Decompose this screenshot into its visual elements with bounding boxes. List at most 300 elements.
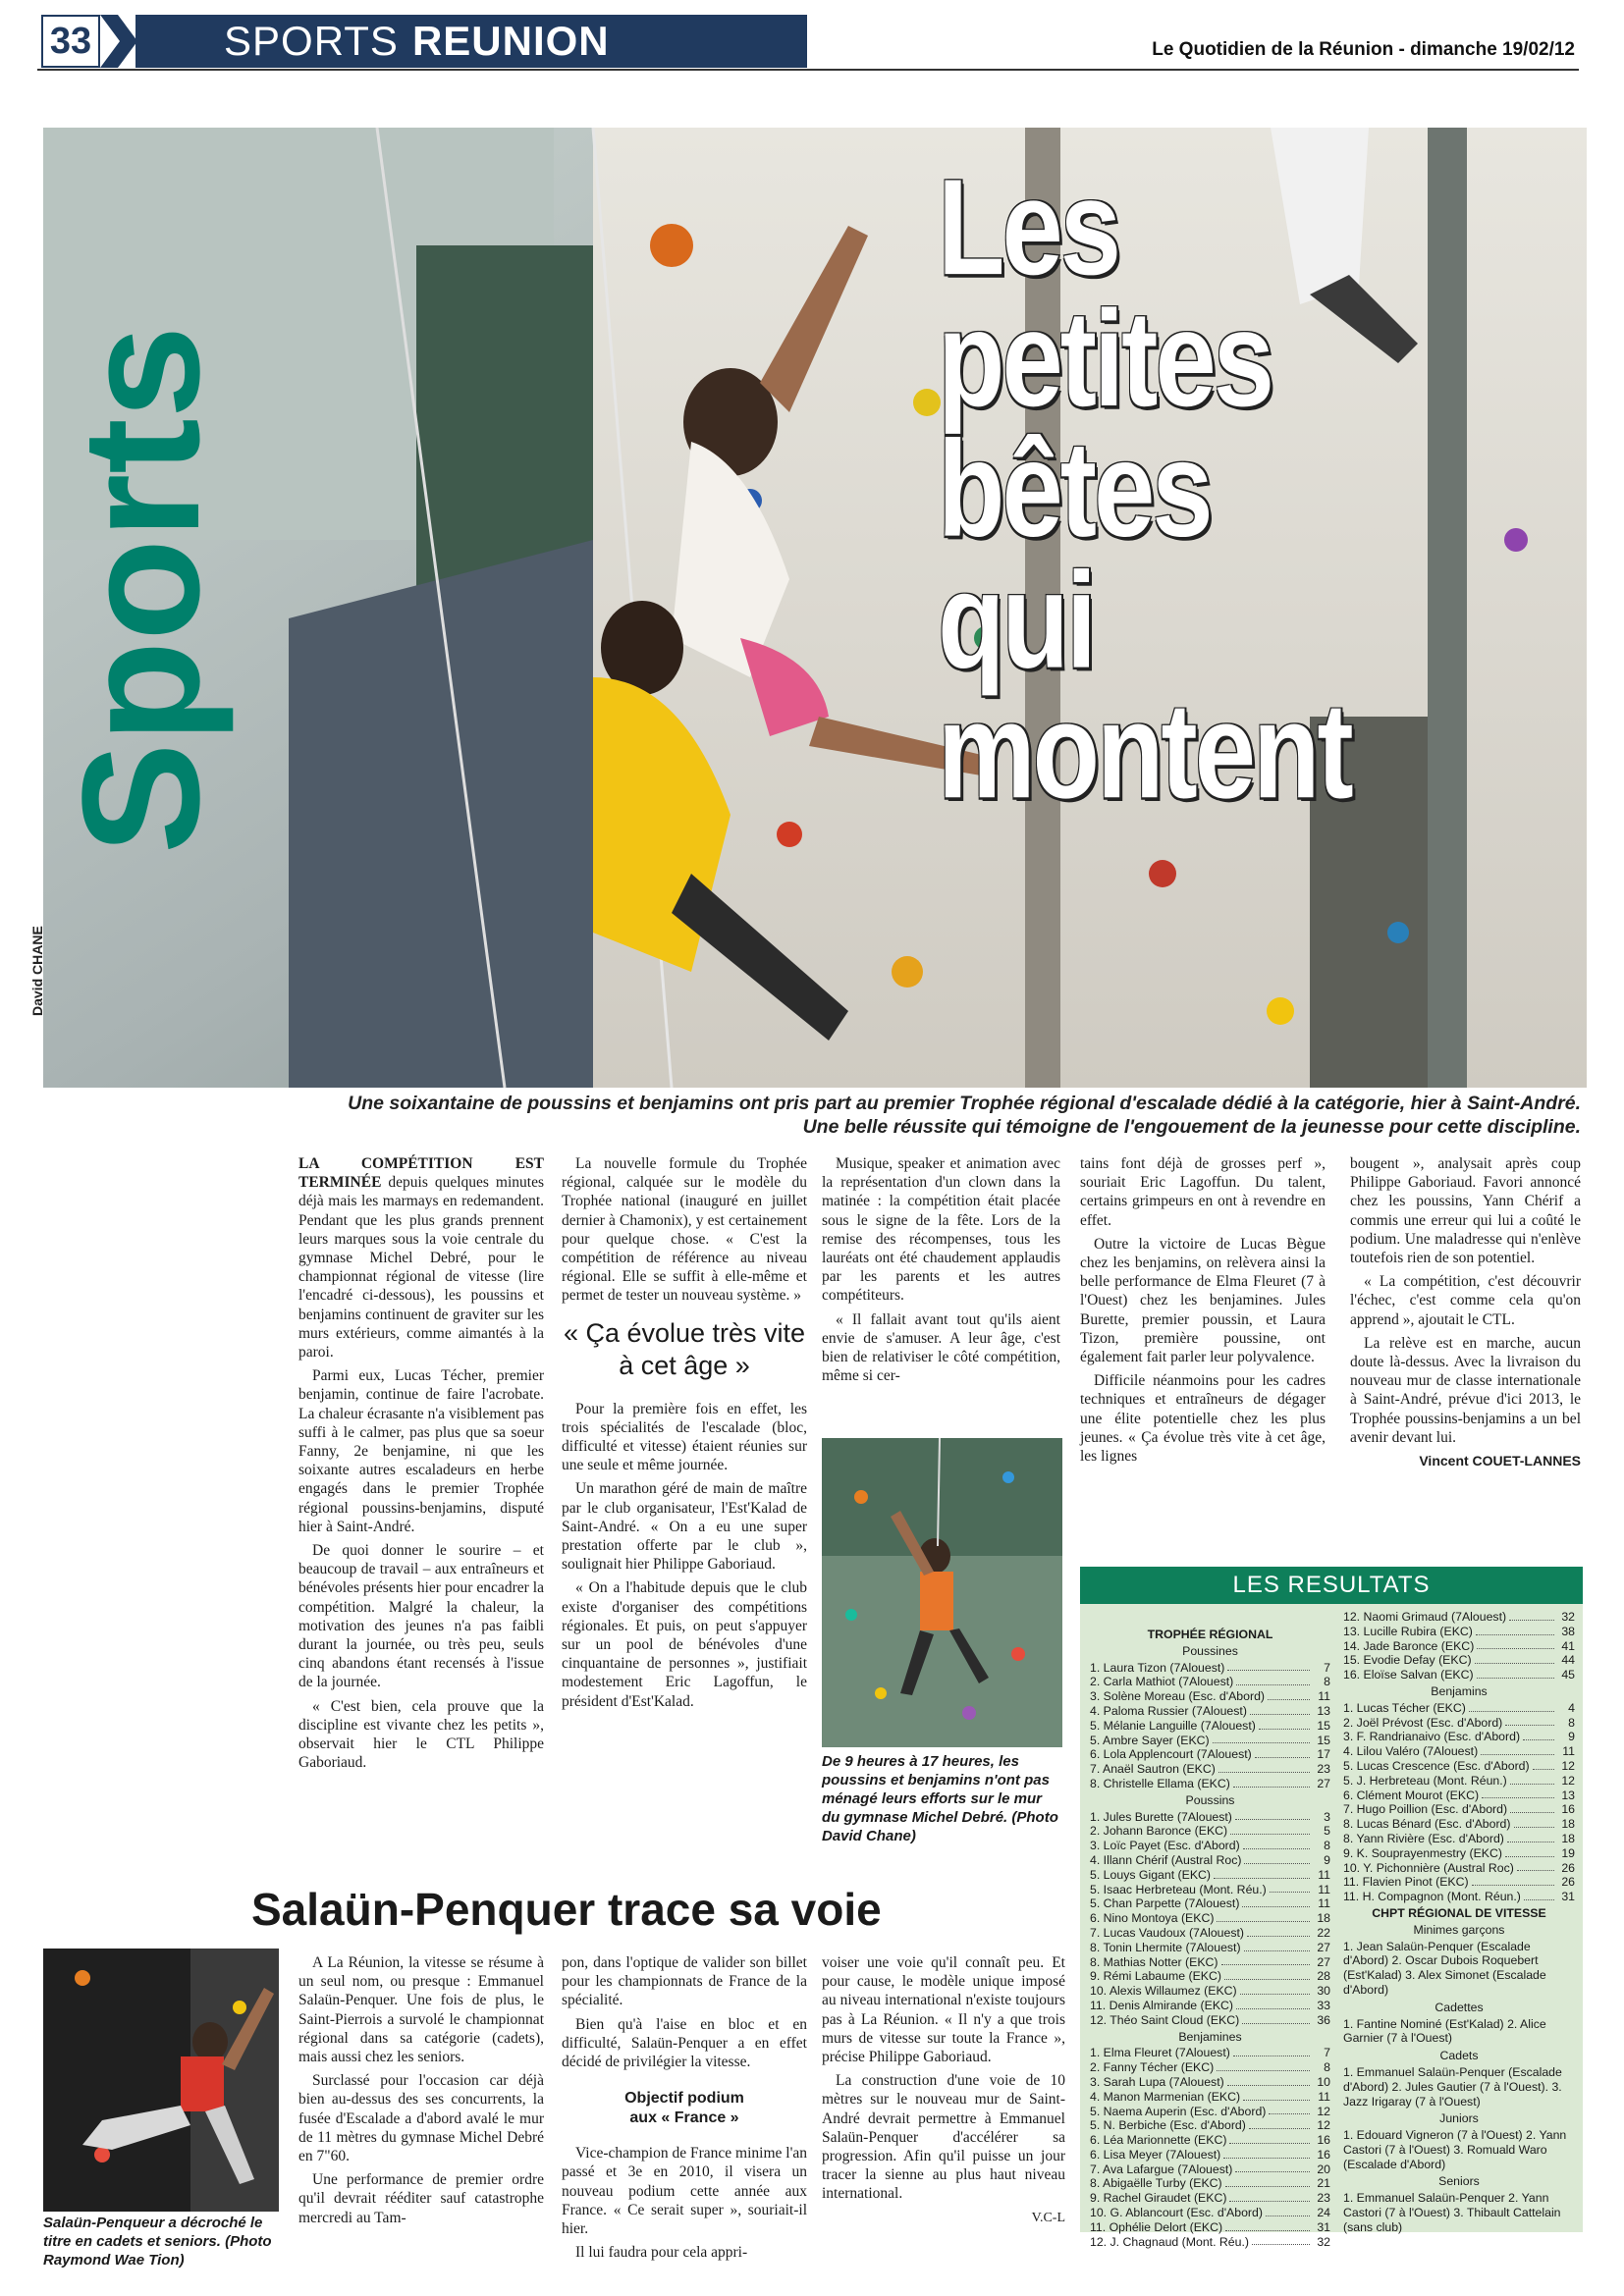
leader-dots bbox=[1243, 1839, 1310, 1849]
leader-dots bbox=[1214, 1868, 1310, 1879]
result-name: 7. Ava Lafargue (7Alouest) bbox=[1090, 2162, 1233, 2176]
headline-line: Les bbox=[938, 150, 1118, 303]
result-score: 19 bbox=[1561, 1845, 1575, 1860]
result-row bbox=[1090, 1675, 1330, 1689]
article-column-5 bbox=[1350, 1154, 1581, 1470]
result-score: 16 bbox=[1317, 2133, 1330, 2148]
result-row bbox=[1090, 1969, 1330, 1984]
result-row bbox=[1343, 1639, 1575, 1654]
category-title: Benjamines bbox=[1178, 2029, 1242, 2044]
category-title: Cadets bbox=[1439, 2049, 1479, 2063]
result-score: 11 bbox=[1562, 1744, 1575, 1759]
leader-dots bbox=[1505, 1846, 1554, 1857]
leader-dots bbox=[1243, 2090, 1310, 2101]
paragraph: voiser une voie qu'il connaît peu. Et pour cause, le modèle unique imposé au niveau international n'existe toujours pas à La Réunion. « Il n'y a que trois murs de vitesse sur toute la France », précise Philippe Gaboriaud. bbox=[822, 1954, 1065, 2066]
result-row bbox=[1090, 1911, 1330, 1926]
result-score: 31 bbox=[1561, 1890, 1575, 1904]
result-score: 44 bbox=[1561, 1653, 1575, 1668]
leader-dots bbox=[1236, 1675, 1310, 1685]
result-score: 10 bbox=[1317, 2074, 1330, 2089]
result-row bbox=[1090, 2176, 1330, 2191]
paragraph: A La Réunion, la vitesse se résume à un seul nom, ou presque : Emmanuel Salaün-Penquer. Une fois de plus, le Saint-Pierrois a survolé le championnat régional dans sa catégorie (cadets), mais aussi chez les seniors. bbox=[298, 1954, 544, 2066]
paragraph: Bien qu'à l'aise en bloc et en difficulté, Salaün-Penquer a en effet décidé de privilégier la vitesse. bbox=[562, 2015, 807, 2071]
result-name: 5. Lucas Crescence (Esc. d'Abord) bbox=[1343, 1758, 1530, 1773]
leader-dots bbox=[1475, 1653, 1554, 1664]
leader-dots bbox=[1227, 2075, 1310, 2086]
leader-dots bbox=[1242, 1896, 1310, 1907]
result-score: 21 bbox=[1317, 2176, 1330, 2191]
result-name: 6. Clément Mourot (EKC) bbox=[1343, 1788, 1480, 1802]
result-name: 15. Evodie Defay (EKC) bbox=[1343, 1653, 1472, 1668]
result-name: 7. Hugo Poillion (Esc. d'Abord) bbox=[1343, 1802, 1508, 1817]
result-row bbox=[1090, 1824, 1330, 1839]
result-name: 4. Paloma Russier (7Alouest) bbox=[1090, 1703, 1247, 1718]
result-name: 3. Solène Moreau (Esc. d'Abord) bbox=[1090, 1689, 1266, 1704]
paragraph: Surclassé pour l'occasion car déjà bien au-dessus des ses concurrents, la fusée d'Escalade a d'abord avalé le mur de 11 mètres du gymnase Michel Debré en 7"60. bbox=[298, 2072, 544, 2165]
result-name: 16. Eloïse Salvan (EKC) bbox=[1343, 1668, 1474, 1682]
result-name: 4. Lilou Valéro (7Alouest) bbox=[1343, 1744, 1479, 1759]
sports-vertical-title bbox=[48, 128, 235, 874]
result-score: 32 bbox=[1317, 2234, 1330, 2249]
article2-column-2 bbox=[562, 1953, 807, 2267]
result-score: 23 bbox=[1317, 2191, 1330, 2206]
result-name: 5. N. Berbiche (Esc. d'Abord) bbox=[1090, 2118, 1246, 2133]
result-name: 5. Ambre Sayer (EKC) bbox=[1090, 1733, 1210, 1747]
leader-dots bbox=[1250, 1704, 1310, 1715]
leader-dots bbox=[1255, 1747, 1310, 1758]
headline-line: petites bbox=[938, 282, 1272, 435]
section-banner bbox=[135, 15, 807, 68]
paragraph: La construction d'une voie de 10 mètres sur le nouveau mur de Saint-André devrait permettre à Emmanuel Salaün-Penquer d'accélérer sa progression. Afin qu'il puisse un jour tracer la sienne au plus haut niveau international. bbox=[822, 2072, 1065, 2203]
leader-dots bbox=[1524, 1890, 1554, 1900]
results-heading: CHPT RÉGIONAL DE VITESSE bbox=[1372, 1905, 1546, 1920]
leader-dots bbox=[1217, 1911, 1310, 1922]
result-text: 1. Fantine Nominé (Est'Kalad) 2. Alice Garnier (7 à l'Ouest) bbox=[1343, 2016, 1546, 2046]
result-name: 3. Loïc Payet (Esc. d'Abord) bbox=[1090, 1839, 1240, 1853]
section-light: SPORTS bbox=[224, 18, 399, 64]
leader-dots bbox=[1509, 1610, 1554, 1621]
article2-title: Salaün-Penquer trace sa voie bbox=[251, 1884, 882, 1935]
leader-dots bbox=[1477, 1668, 1554, 1679]
leader-dots bbox=[1225, 2220, 1310, 2231]
paragraph: La relève est en marche, aucun doute là-dessus. Avec la livraison du nouveau mur de classe internationale à Saint-André, prévue d'ici 2013, le Trophée poussins-benjamins a un bel avenir devant lui. bbox=[1350, 1334, 1581, 1446]
leader-dots bbox=[1269, 2105, 1310, 2115]
subhead-line: aux « France » bbox=[629, 2109, 739, 2127]
leader-dots bbox=[1482, 1789, 1554, 1799]
result-score: 4 bbox=[1568, 1700, 1575, 1715]
result-row bbox=[1090, 2148, 1330, 2163]
result-name: 9. K. Souprayenmestry (EKC) bbox=[1343, 1845, 1502, 1860]
result-score: 20 bbox=[1317, 2162, 1330, 2176]
leader-dots bbox=[1225, 2176, 1310, 2187]
result-row bbox=[1343, 1610, 1575, 1625]
result-score: 22 bbox=[1317, 1925, 1330, 1940]
result-row bbox=[1343, 1846, 1575, 1861]
result-name: 2. Joël Prévost (Esc. d'Abord) bbox=[1343, 1715, 1503, 1730]
result-score: 27 bbox=[1317, 1776, 1330, 1790]
result-score: 15 bbox=[1317, 1718, 1330, 1733]
result-score: 12 bbox=[1317, 2104, 1330, 2118]
result-row bbox=[1090, 1926, 1330, 1941]
result-name: 1. Jules Burette (7Alouest) bbox=[1090, 1809, 1232, 1824]
article-column-2 bbox=[562, 1154, 807, 1716]
category-title: Poussins bbox=[1185, 1792, 1235, 1807]
leader-dots bbox=[1213, 1734, 1310, 1744]
result-row bbox=[1343, 1730, 1575, 1744]
result-score: 15 bbox=[1317, 1733, 1330, 1747]
result-row bbox=[1090, 1941, 1330, 1955]
article-column-4 bbox=[1080, 1154, 1326, 1470]
result-name: 11. H. Compagnon (Mont. Réun.) bbox=[1343, 1890, 1521, 1904]
result-score: 11 bbox=[1318, 1896, 1330, 1911]
category-title: Juniors bbox=[1439, 2111, 1479, 2126]
result-name: 13. Lucille Rubira (EKC) bbox=[1343, 1624, 1473, 1638]
result-name: 8. Abigaëlle Turby (EKC) bbox=[1090, 2176, 1222, 2191]
result-score: 3 bbox=[1324, 1809, 1330, 1824]
category-title: Cadettes bbox=[1435, 2000, 1484, 2014]
headline-line: bêtes bbox=[938, 412, 1211, 565]
headline-line: montent bbox=[938, 674, 1351, 828]
paragraph: bougent », analysait après coup Philippe Gaboriaud. Favori annoncé chez les poussins, Yann Chérif a commis une erreur qui lui a coûté le podium. Une maladresse qui n'enlève toutefois rien de son potentiel. bbox=[1350, 1155, 1581, 1267]
leader-dots bbox=[1252, 2235, 1310, 2246]
result-row bbox=[1343, 1625, 1575, 1639]
result-name: 9. Rémi Labaume (EKC) bbox=[1090, 1969, 1221, 1984]
result-row bbox=[1090, 2191, 1330, 2206]
leader-dots bbox=[1218, 1762, 1310, 1773]
result-score: 27 bbox=[1317, 1954, 1330, 1969]
result-score: 11 bbox=[1318, 1867, 1330, 1882]
article-subhead: « Ça évolue très vite à cet âge » bbox=[563, 1317, 806, 1380]
result-name: 2. Carla Mathiot (7Alouest) bbox=[1090, 1675, 1234, 1689]
results-column-left bbox=[1090, 1626, 1330, 2249]
result-row bbox=[1343, 1875, 1575, 1890]
chevron-icon bbox=[98, 15, 137, 68]
result-row bbox=[1090, 2013, 1330, 2028]
result-score: 36 bbox=[1317, 2012, 1330, 2027]
result-row bbox=[1090, 1704, 1330, 1719]
result-row bbox=[1090, 1868, 1330, 1883]
result-row bbox=[1090, 1853, 1330, 1868]
author-signature: Vincent COUET-LANNES bbox=[1419, 1453, 1581, 1469]
result-name: 3. F. Randrianaivo (Esc. d'Abord) bbox=[1343, 1730, 1521, 1744]
result-score: 32 bbox=[1561, 1610, 1575, 1624]
result-row bbox=[1090, 1719, 1330, 1734]
result-score: 16 bbox=[1561, 1802, 1575, 1817]
leader-dots bbox=[1235, 2163, 1310, 2173]
result-score: 7 bbox=[1324, 2046, 1330, 2060]
result-row bbox=[1343, 1701, 1575, 1716]
category-title: Seniors bbox=[1438, 2174, 1480, 2189]
leader-dots bbox=[1236, 1999, 1310, 2009]
paragraph: Une performance de premier ordre qu'il devrait rééditer sauf catastrophe mercredi au Tam- bbox=[298, 2171, 544, 2226]
leader-dots bbox=[1517, 1861, 1554, 1872]
leader-dots bbox=[1240, 1984, 1310, 1995]
climbing-wall-photo bbox=[822, 1438, 1062, 1747]
result-name: 5. Naema Auperin (Esc. d'Abord) bbox=[1090, 2104, 1267, 2118]
result-name: 1. Laura Tizon (7Alouest) bbox=[1090, 1660, 1225, 1675]
result-score: 41 bbox=[1561, 1638, 1575, 1653]
result-score: 8 bbox=[1568, 1715, 1575, 1730]
result-score: 18 bbox=[1561, 1831, 1575, 1845]
result-score: 38 bbox=[1561, 1624, 1575, 1638]
result-score: 8 bbox=[1324, 1675, 1330, 1689]
result-row bbox=[1090, 1661, 1330, 1676]
sports-vertical-text: Sports bbox=[48, 325, 235, 854]
result-row bbox=[1090, 2118, 1330, 2133]
result-row bbox=[1090, 1747, 1330, 1762]
result-text: 1. Emmanuel Salaün-Penquer 2. Yann Castori (7 à l'Ouest) 3. Thibault Cattelain (sans club) bbox=[1343, 2191, 1561, 2234]
results-heading: TROPHÉE RÉGIONAL bbox=[1147, 1628, 1273, 1641]
leader-dots bbox=[1244, 1853, 1310, 1864]
result-name: 11. Flavien Pinot (EKC) bbox=[1343, 1875, 1469, 1890]
result-name: 1. Lucas Técher (EKC) bbox=[1343, 1700, 1466, 1715]
leader-dots bbox=[1469, 1701, 1554, 1712]
result-row bbox=[1090, 1999, 1330, 2013]
leader-dots bbox=[1242, 2013, 1310, 2024]
header-rule bbox=[37, 69, 1579, 71]
result-name: 8. Mathias Notter (EKC) bbox=[1090, 1954, 1218, 1969]
result-text: 1. Jean Salaün-Penquer (Escalade d'Abord) 2. Oscar Dubois Roquebert (Est'Kalad) 3. Alex Simonet (Escalade d'Abord) bbox=[1343, 1939, 1546, 1997]
paragraph: depuis quelques minutes déjà mais les marmays en redemandent. Pendant que les plus grands prennent leurs marques sous la voie centrale du gymnase Michel Debré, pour le championnat régional de vitesse (lire l'encadré ci-dessous), les poussins et benjamins continuent de graviter sur les murs extérieurs, comme aimantés à la paroi. bbox=[298, 1174, 544, 1362]
result-score: 28 bbox=[1317, 1969, 1330, 1984]
result-score: 12 bbox=[1561, 1758, 1575, 1773]
leader-dots bbox=[1233, 2046, 1310, 2056]
result-name: 3. Sarah Lupa (7Alouest) bbox=[1090, 2074, 1224, 2089]
result-score: 26 bbox=[1561, 1860, 1575, 1875]
leader-dots bbox=[1523, 1730, 1554, 1740]
result-name: 10. G. Ablancourt (Esc. d'Abord) bbox=[1090, 2206, 1263, 2220]
result-name: 7. Lucas Vaudoux (7Alouest) bbox=[1090, 1925, 1244, 1940]
result-score: 31 bbox=[1317, 2219, 1330, 2234]
result-row bbox=[1090, 1839, 1330, 1853]
paragraph: Il lui faudra pour cela appri- bbox=[575, 2244, 748, 2262]
category-title: Poussines bbox=[1182, 1643, 1238, 1658]
result-row bbox=[1343, 1817, 1575, 1832]
result-name: 7. Anaël Sautron (EKC) bbox=[1090, 1762, 1216, 1777]
result-text: 1. Edouard Vigneron (7 à l'Ouest) 2. Yann Castori (7 à l'Ouest) 3. Romuald Waro (Escalade d'Abord) bbox=[1343, 2128, 1567, 2171]
results-column-right bbox=[1343, 1610, 1575, 2238]
result-score: 12 bbox=[1317, 2118, 1330, 2133]
result-row bbox=[1343, 1832, 1575, 1846]
result-score: 11 bbox=[1318, 1882, 1330, 1896]
result-score: 24 bbox=[1317, 2206, 1330, 2220]
result-score: 18 bbox=[1317, 1911, 1330, 1926]
paragraph: La nouvelle formule du Trophée régional, calquée sur le modèle du Trophée national (inauguré en juillet dernier à Chamonix), y est certainement pour quelque chose. « C'est la compétition de référence au niveau régional. Elle se suffit à elle-même et permet de tester un nouveau système. » bbox=[562, 1155, 807, 1305]
result-score: 7 bbox=[1324, 1660, 1330, 1675]
result-score: 12 bbox=[1561, 1773, 1575, 1788]
leader-dots bbox=[1247, 1926, 1310, 1937]
leader-dots bbox=[1224, 1969, 1310, 1980]
leader-dots bbox=[1505, 1716, 1554, 1727]
result-name: 10. Alexis Willaumez (EKC) bbox=[1090, 1984, 1237, 1999]
paragraph: Musique, speaker et animation avec la représentation d'un clown dans la matinée : la compétition était placée sous le signe de la fête. Lors de la remise des récompenses, tous les lauréats ont été chaudement applaudis par les parents et les autres compétiteurs. bbox=[822, 1155, 1060, 1305]
article-lead: LA COMPÉTITION EST TERMINÉE bbox=[298, 1155, 544, 1192]
result-row bbox=[1090, 2133, 1330, 2148]
result-name: 5. Mélanie Languille (7Alouest) bbox=[1090, 1718, 1256, 1733]
leader-dots bbox=[1233, 1777, 1310, 1788]
article2-photo-caption: Salaün-Penqueur a décroché le titre en cadets et seniors. (Photo Raymond Wae Tion) bbox=[43, 2215, 272, 2269]
result-row bbox=[1343, 1774, 1575, 1789]
result-score: 23 bbox=[1317, 1762, 1330, 1777]
result-row bbox=[1090, 1883, 1330, 1897]
photo-credit: David CHANE bbox=[29, 926, 45, 1016]
result-name: 5. J. Herbreteau (Mont. Réun.) bbox=[1343, 1773, 1507, 1788]
result-name: 8. Yann Rivière (Esc. d'Abord) bbox=[1343, 1831, 1504, 1845]
paragraph: pon, dans l'optique de valider son billet pour les championnats de France de la spécialité. bbox=[562, 1954, 807, 2009]
leader-dots bbox=[1227, 1661, 1310, 1672]
leader-dots bbox=[1217, 2060, 1310, 2071]
leader-dots bbox=[1235, 1810, 1310, 1821]
result-score: 17 bbox=[1317, 1747, 1330, 1762]
result-name: 6. Lisa Meyer (7Alouest) bbox=[1090, 2147, 1221, 2162]
result-score: 8 bbox=[1324, 1839, 1330, 1853]
result-name: 12. Naomi Grimaud (7Alouest) bbox=[1343, 1610, 1507, 1624]
result-name: 6. Lola Applencourt (7Alouest) bbox=[1090, 1747, 1252, 1762]
result-name: 8. Tonin Lhermite (7Alouest) bbox=[1090, 1940, 1241, 1954]
article2-subhead bbox=[562, 2089, 807, 2128]
leader-dots bbox=[1477, 1639, 1554, 1650]
leader-dots bbox=[1510, 1774, 1554, 1785]
result-name: 5. Chan Parpette (7Alouest) bbox=[1090, 1896, 1240, 1911]
result-name: 12. J. Chagnaud (Mont. Réu.) bbox=[1090, 2234, 1249, 2249]
article-column-1 bbox=[298, 1154, 544, 1778]
result-row bbox=[1090, 1896, 1330, 1911]
paragraph: Vice-champion de France minime l'an passé et 3e en 2010, il visera un nouveau podium cette année aux France. « Ce serait super », souriait-il hier. bbox=[562, 2145, 807, 2238]
result-row bbox=[1343, 1861, 1575, 1876]
result-score: 16 bbox=[1317, 2147, 1330, 2162]
result-row bbox=[1090, 1777, 1330, 1791]
result-name: 2. Johann Baronce (EKC) bbox=[1090, 1824, 1228, 1839]
category-title: Minimes garçons bbox=[1413, 1922, 1505, 1937]
result-name: 8. Christelle Ellama (EKC) bbox=[1090, 1776, 1230, 1790]
headline-line: qui bbox=[938, 543, 1094, 696]
result-name: 12. Théo Saint Cloud (EKC) bbox=[1090, 2012, 1240, 2027]
paragraph: Un marathon géré de main de maître par le club organisateur, l'Est'Kalad de Saint-André. « On a eu une super prestation offerte par le club », soulignait hier Philippe Gaboriaud. bbox=[562, 1480, 807, 1574]
result-row bbox=[1090, 2046, 1330, 2060]
result-score: 18 bbox=[1561, 1817, 1575, 1832]
result-score: 8 bbox=[1324, 2060, 1330, 2075]
result-row bbox=[1090, 2220, 1330, 2235]
result-row bbox=[1090, 1984, 1330, 1999]
small-photo-caption: De 9 heures à 17 heures, les poussins et benjamins n'ont pas ménagé leurs efforts sur le mur du gymnase Michel Debré. (Photo David Chane) bbox=[822, 1753, 1058, 1844]
leader-dots bbox=[1268, 1689, 1310, 1700]
result-score: 27 bbox=[1317, 1940, 1330, 1954]
article2-column-3 bbox=[822, 1953, 1065, 2227]
result-text: 1. Emmanuel Salaün-Penquer (Escalade d'Abord) 2. Jules Gautier (7 à l'Ouest). 3. Jazz Irigaray (7 à l'Ouest) bbox=[1343, 2064, 1562, 2109]
result-name: 8. Lucas Bénard (Esc. d'Abord) bbox=[1343, 1817, 1511, 1832]
headline bbox=[938, 150, 1351, 828]
result-row bbox=[1343, 1890, 1575, 1904]
caption-line: Une belle réussite qui témoigne de l'engouement de la jeunesse pour cette discipline. bbox=[802, 1116, 1581, 1138]
paragraph: « On a l'habitude depuis que le club existe d'organiser des compétitions régionales. Et puis, on peut s'appuyer sur un pool de bénévoles d'une cinquantaine de personnes », justifiait modestement Eric Lagoffun, le président d'Est'Kalad. bbox=[562, 1579, 807, 1710]
leader-dots bbox=[1270, 1883, 1310, 1894]
result-score: 11 bbox=[1318, 2089, 1330, 2104]
result-row bbox=[1090, 2090, 1330, 2105]
result-name: 6. Nino Montoya (EKC) bbox=[1090, 1911, 1215, 1926]
leader-dots bbox=[1229, 2191, 1310, 2202]
leader-dots bbox=[1229, 2133, 1310, 2144]
leader-dots bbox=[1223, 2148, 1310, 2159]
leader-dots bbox=[1259, 1719, 1310, 1730]
result-row bbox=[1343, 1716, 1575, 1731]
section-bold: REUNION bbox=[411, 18, 610, 64]
result-name: 14. Jade Baronce (EKC) bbox=[1343, 1638, 1475, 1653]
result-list bbox=[1090, 1661, 1330, 1791]
result-list bbox=[1090, 1810, 1330, 2028]
paragraph: Difficile néanmoins pour les cadres techniques et entraîneurs de dégager une élite potentielle chez les plus jeunes. « Ça évolue très vite à cet âge, les lignes bbox=[1080, 1372, 1326, 1466]
leader-dots bbox=[1244, 1941, 1310, 1951]
result-row bbox=[1343, 1744, 1575, 1759]
result-name: 9. Rachel Giraudet (EKC) bbox=[1090, 2191, 1227, 2206]
result-name: 4. Manon Marmenian (EKC) bbox=[1090, 2089, 1241, 2104]
result-row bbox=[1343, 1668, 1575, 1682]
result-row bbox=[1343, 1653, 1575, 1668]
leader-dots bbox=[1514, 1817, 1555, 1828]
result-score: 30 bbox=[1317, 1984, 1330, 1999]
paragraph: Outre la victoire de Lucas Bègue chez les benjamins, on relèvera ainsi la belle performance de Elma Fleuret (7 à l'Ouest) chez les benjamines. Jules Burette, premier poussin, et Laura Tizon, première poussine, ont également fait parler leur polyvalence. bbox=[1080, 1235, 1326, 1366]
paragraph: Parmi eux, Lucas Técher, premier benjamin, continue de faire l'acrobate. La chaleur écrasante n'a visiblement pas suffi à le calmer, pas plus que sa soeur Fanny, 2e benjamine, ni que les soixante autres escaladeurs en herbe engagés dans le premier Trophée régional poussins-benjamins, disputé hier à Saint-André. bbox=[298, 1367, 544, 1535]
result-row bbox=[1090, 1955, 1330, 1970]
result-row bbox=[1090, 1762, 1330, 1777]
paragraph: tains font déjà de grosses perf », souriait Eric Lagoffun. Du talent, certains grimpeurs en ont à revendre en effet. bbox=[1080, 1155, 1326, 1229]
result-name: 6. Léa Marionnette (EKC) bbox=[1090, 2133, 1227, 2148]
result-row bbox=[1090, 2060, 1330, 2075]
result-row bbox=[1090, 2163, 1330, 2177]
result-row bbox=[1090, 2105, 1330, 2119]
result-score: 33 bbox=[1317, 1998, 1330, 2012]
result-name: 1. Elma Fleuret (7Alouest) bbox=[1090, 2046, 1230, 2060]
paragraph: « C'est bien, cela prouve que la discipline est vivante chez les petits », observait hier le CTL Philippe Gaboriaud. bbox=[298, 1697, 544, 1772]
result-row bbox=[1090, 1810, 1330, 1825]
result-score: 45 bbox=[1561, 1668, 1575, 1682]
article2-column-1 bbox=[298, 1953, 544, 2232]
article-column-3 bbox=[822, 1154, 1060, 1390]
result-name: 11. Ophélie Delort (EKC) bbox=[1090, 2219, 1223, 2234]
result-score: 13 bbox=[1561, 1788, 1575, 1802]
leader-dots bbox=[1481, 1744, 1554, 1755]
leader-dots bbox=[1266, 2206, 1310, 2216]
result-list bbox=[1343, 1701, 1575, 1904]
main-photo bbox=[43, 128, 1587, 1088]
result-name: 2. Fanny Técher (EKC) bbox=[1090, 2060, 1215, 2075]
category-title: Benjamins bbox=[1431, 1683, 1488, 1698]
result-name: 5. Isaac Herbreteau (Mont. Réu.) bbox=[1090, 1882, 1267, 1896]
result-row bbox=[1343, 1789, 1575, 1803]
result-list bbox=[1090, 2046, 1330, 2249]
result-list bbox=[1343, 1610, 1575, 1682]
result-score: 26 bbox=[1561, 1875, 1575, 1890]
leader-dots bbox=[1230, 1824, 1310, 1835]
leader-dots bbox=[1476, 1625, 1554, 1635]
result-name: 5. Louys Gigant (EKC) bbox=[1090, 1867, 1212, 1882]
leader-dots bbox=[1507, 1832, 1554, 1842]
caption-line: Une soixantaine de poussins et benjamins ont pris part au premier Trophée régional d'escalade dédié à la catégorie, hier à Saint-André. bbox=[348, 1093, 1581, 1114]
dateline: Le Quotidien de la Réunion - dimanche 19/02/12 bbox=[1152, 39, 1575, 60]
result-row bbox=[1343, 1759, 1575, 1774]
leader-dots bbox=[1249, 2118, 1310, 2129]
result-score: 11 bbox=[1318, 1689, 1330, 1704]
result-row bbox=[1090, 2075, 1330, 2090]
result-name: 11. Denis Almirande (EKC) bbox=[1090, 1998, 1234, 2012]
subhead-line: Objectif podium bbox=[624, 2090, 744, 2108]
author-signature: V.C-L bbox=[1031, 2210, 1065, 2225]
result-score: 9 bbox=[1568, 1730, 1575, 1744]
result-name: 4. Illann Chérif (Austral Roc) bbox=[1090, 1852, 1242, 1867]
result-row bbox=[1343, 1802, 1575, 1817]
result-row bbox=[1090, 1689, 1330, 1704]
leader-dots bbox=[1221, 1955, 1310, 1966]
results-header: LES RESULTATS bbox=[1080, 1567, 1583, 1604]
